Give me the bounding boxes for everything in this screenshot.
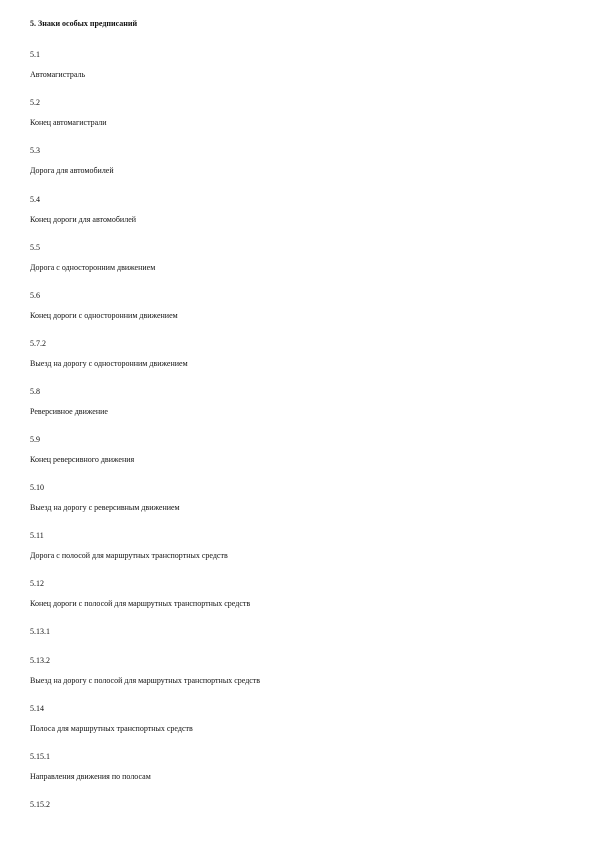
sign-number: 5.10	[30, 483, 44, 492]
sign-number: 5.15.2	[30, 800, 50, 809]
sign-number: 5.15.1	[30, 752, 50, 761]
sign-description: Конец автомагистрали	[30, 118, 107, 127]
sign-number: 5.3	[30, 146, 40, 155]
section-heading: 5. Знаки особых предписаний	[30, 19, 138, 28]
sign-description: Выезд на дорогу с реверсивным движением	[30, 503, 180, 512]
sign-number: 5.13.1	[30, 627, 50, 636]
sign-number: 5.6	[30, 291, 40, 300]
sign-description: Дорога с односторонним движением	[30, 263, 156, 272]
sign-number: 5.11	[30, 531, 44, 540]
sign-number: 5.9	[30, 435, 40, 444]
sign-number: 5.4	[30, 195, 40, 204]
sign-number: 5.8	[30, 387, 40, 396]
sign-description: Полоса для маршрутных транспортных средств	[30, 724, 193, 733]
sign-description: Выезд на дорогу с односторонним движением	[30, 359, 188, 368]
sign-description: Реверсивное движение	[30, 407, 108, 416]
sign-description: Направления движения по полосам	[30, 772, 151, 781]
sign-number: 5.2	[30, 98, 40, 107]
sign-description: Конец реверсивного движения	[30, 455, 135, 464]
sign-description: Автомагистраль	[30, 70, 86, 79]
sign-number: 5.13.2	[30, 656, 50, 665]
sign-number: 5.12	[30, 579, 44, 588]
sign-description: Дорога для автомобилей	[30, 166, 114, 175]
sign-number: 5.1	[30, 50, 40, 59]
sign-number: 5.7.2	[30, 339, 46, 348]
sign-description: Выезд на дорогу с полосой для маршрутных транспортных средств	[30, 676, 261, 685]
sign-number: 5.5	[30, 243, 40, 252]
sign-description: Дорога с полосой для маршрутных транспортных средств	[30, 551, 228, 560]
sign-number: 5.14	[30, 704, 44, 713]
sign-description: Конец дороги для автомобилей	[30, 215, 137, 224]
sign-description: Конец дороги с полосой для маршрутных транспортных средств	[30, 599, 251, 608]
sign-description: Конец дороги с односторонним движением	[30, 311, 178, 320]
